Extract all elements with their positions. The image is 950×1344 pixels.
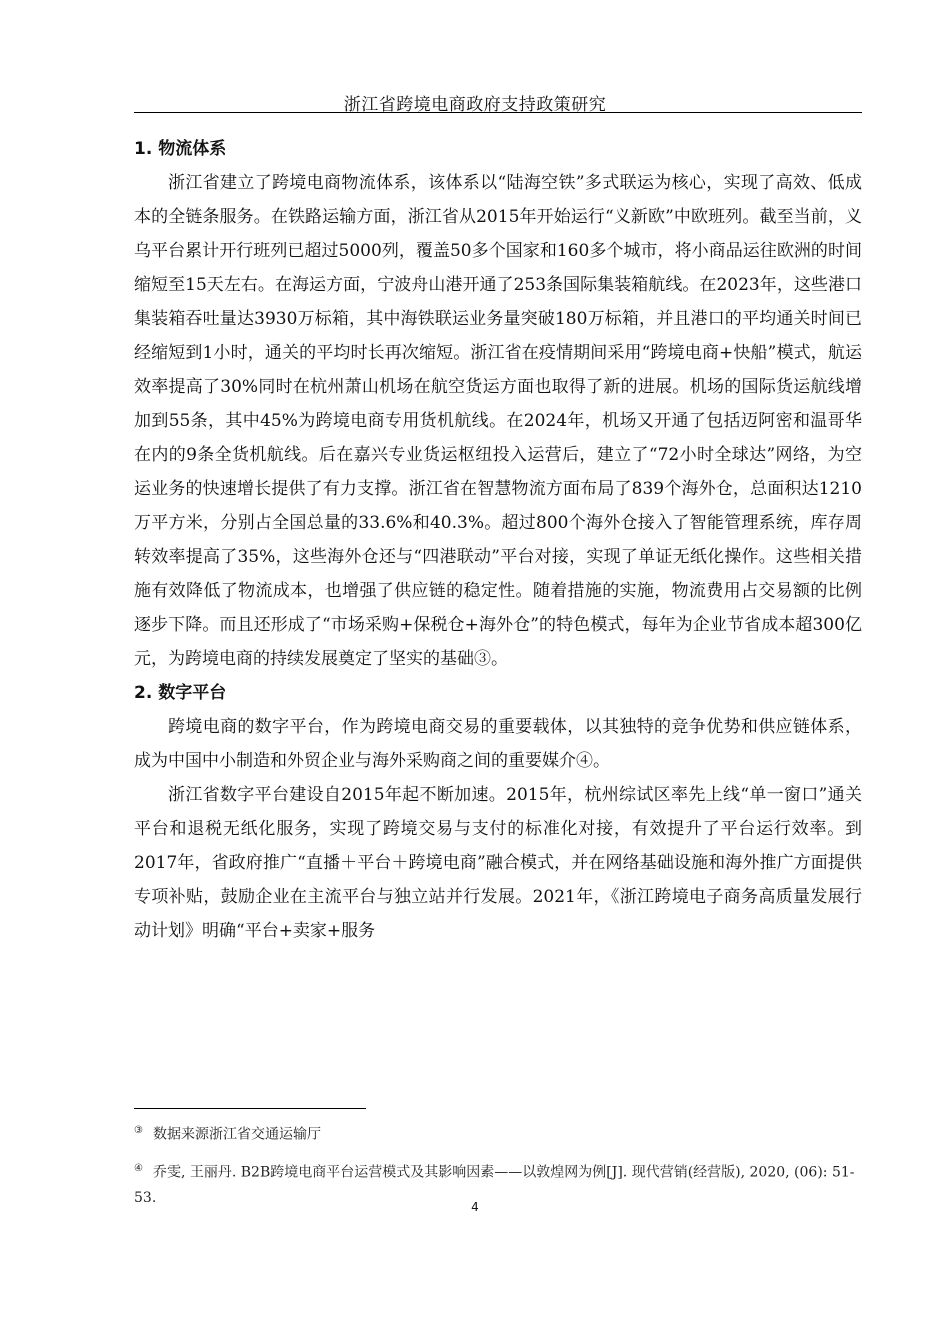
header-rule	[134, 112, 862, 113]
section-heading-logistics: 1. 物流体系	[134, 139, 227, 159]
footnote-mark: ③	[134, 1125, 143, 1136]
footnote-text: 数据来源浙江省交通运输厅	[152, 1126, 321, 1143]
footnote-3	[134, 1118, 862, 1148]
footnote-text: 乔雯, 王丽丹. B2B跨境电商平台运营模式及其影响因素——以敦煌网为例[J]. 现代营销(经营版), 2020, (06): 51-53.	[134, 1164, 855, 1207]
footnote-mark: ④	[134, 1162, 143, 1174]
running-header: 浙江省跨境电商政府支持政策研究	[343, 95, 607, 115]
section-heading-digital-platform: 2. 数字平台	[134, 683, 227, 703]
body-content	[134, 132, 862, 948]
paragraph-platform-intro: 跨境电商的数字平台，作为跨境电商交易的重要载体，以其独特的竞争优势和供应链体系，成为中国中小制造和外贸企业与海外采购商之间的重要媒介④。	[134, 717, 862, 771]
paragraph-logistics: 浙江省建立了跨境电商物流体系，该体系以“陆海空铁”多式联运为核心，实现了高效、低成本的全链条服务。在铁路运输方面，浙江省从2015年开始运行“义新欧”中欧班列。截至当前，义乌平台累计开行班列已超过5000列，覆盖50多个国家和160多个城市，将小商品运往欧洲的时间缩短至15天左右。在海运方面，宁波舟山港开通了253条国际集装箱航线。在2023年，这些港口集装箱吞吐量达3930万标箱，其中海铁联运业务量突破180万标箱，并且港口的平均通关时间已经缩短到1小时，通关的平均时长再次缩短。浙江省在疫情期间采用“跨境电商+快船”模式，航运效率提高了30%同时在杭州萧山机场在航空货运方面也取得了新的进展。机场的国际货运航线增加到55条，其中45%为跨境电商专用货机航线。在2024年，机场又开通了包括迈阿密和温哥华在内的9条全货机航线。后在嘉兴专业货运枢纽投入运营后，建立了“72小时全球达”网络，为空运业务的快速增长提供了有力支撑。浙江省在智慧物流方面布局了839个海外仓，总面积达1210万平方米，分别占全国总量的33.6%和40.3%。超过800个海外仓接入了智能管理系统，库存周转效率提高了35%，这些海外仓还与“四港联动”平台对接，实现了单证无纸化操作。这些相关措施有效降低了物流成本，也增强了供应链的稳定性。随着措施的实施，物流费用占交易额的比例逐步下降。而且还形成了“市场采购+保税仓+海外仓”的特色模式，每年为企业节省成本超300亿元，为跨境电商的持续发展奠定了坚实的基础③。	[134, 173, 862, 669]
footnote-rule	[134, 1108, 366, 1109]
page-number: 4	[471, 1200, 479, 1214]
paragraph-platform-history: 浙江省数字平台建设自2015年起不断加速。2015年，杭州综试区率先上线“单一窗口”通关平台和退税无纸化服务，实现了跨境交易与支付的标准化对接，有效提升了平台运行效率。到2017年，省政府推广“直播＋平台＋跨境电商”融合模式，并在网络基础设施和海外推广方面提供专项补贴，鼓励企业在主流平台与独立站并行发展。2021年，《浙江跨境电子商务高质量发展行动计划》明确“平台+卖家+服务	[134, 785, 862, 941]
